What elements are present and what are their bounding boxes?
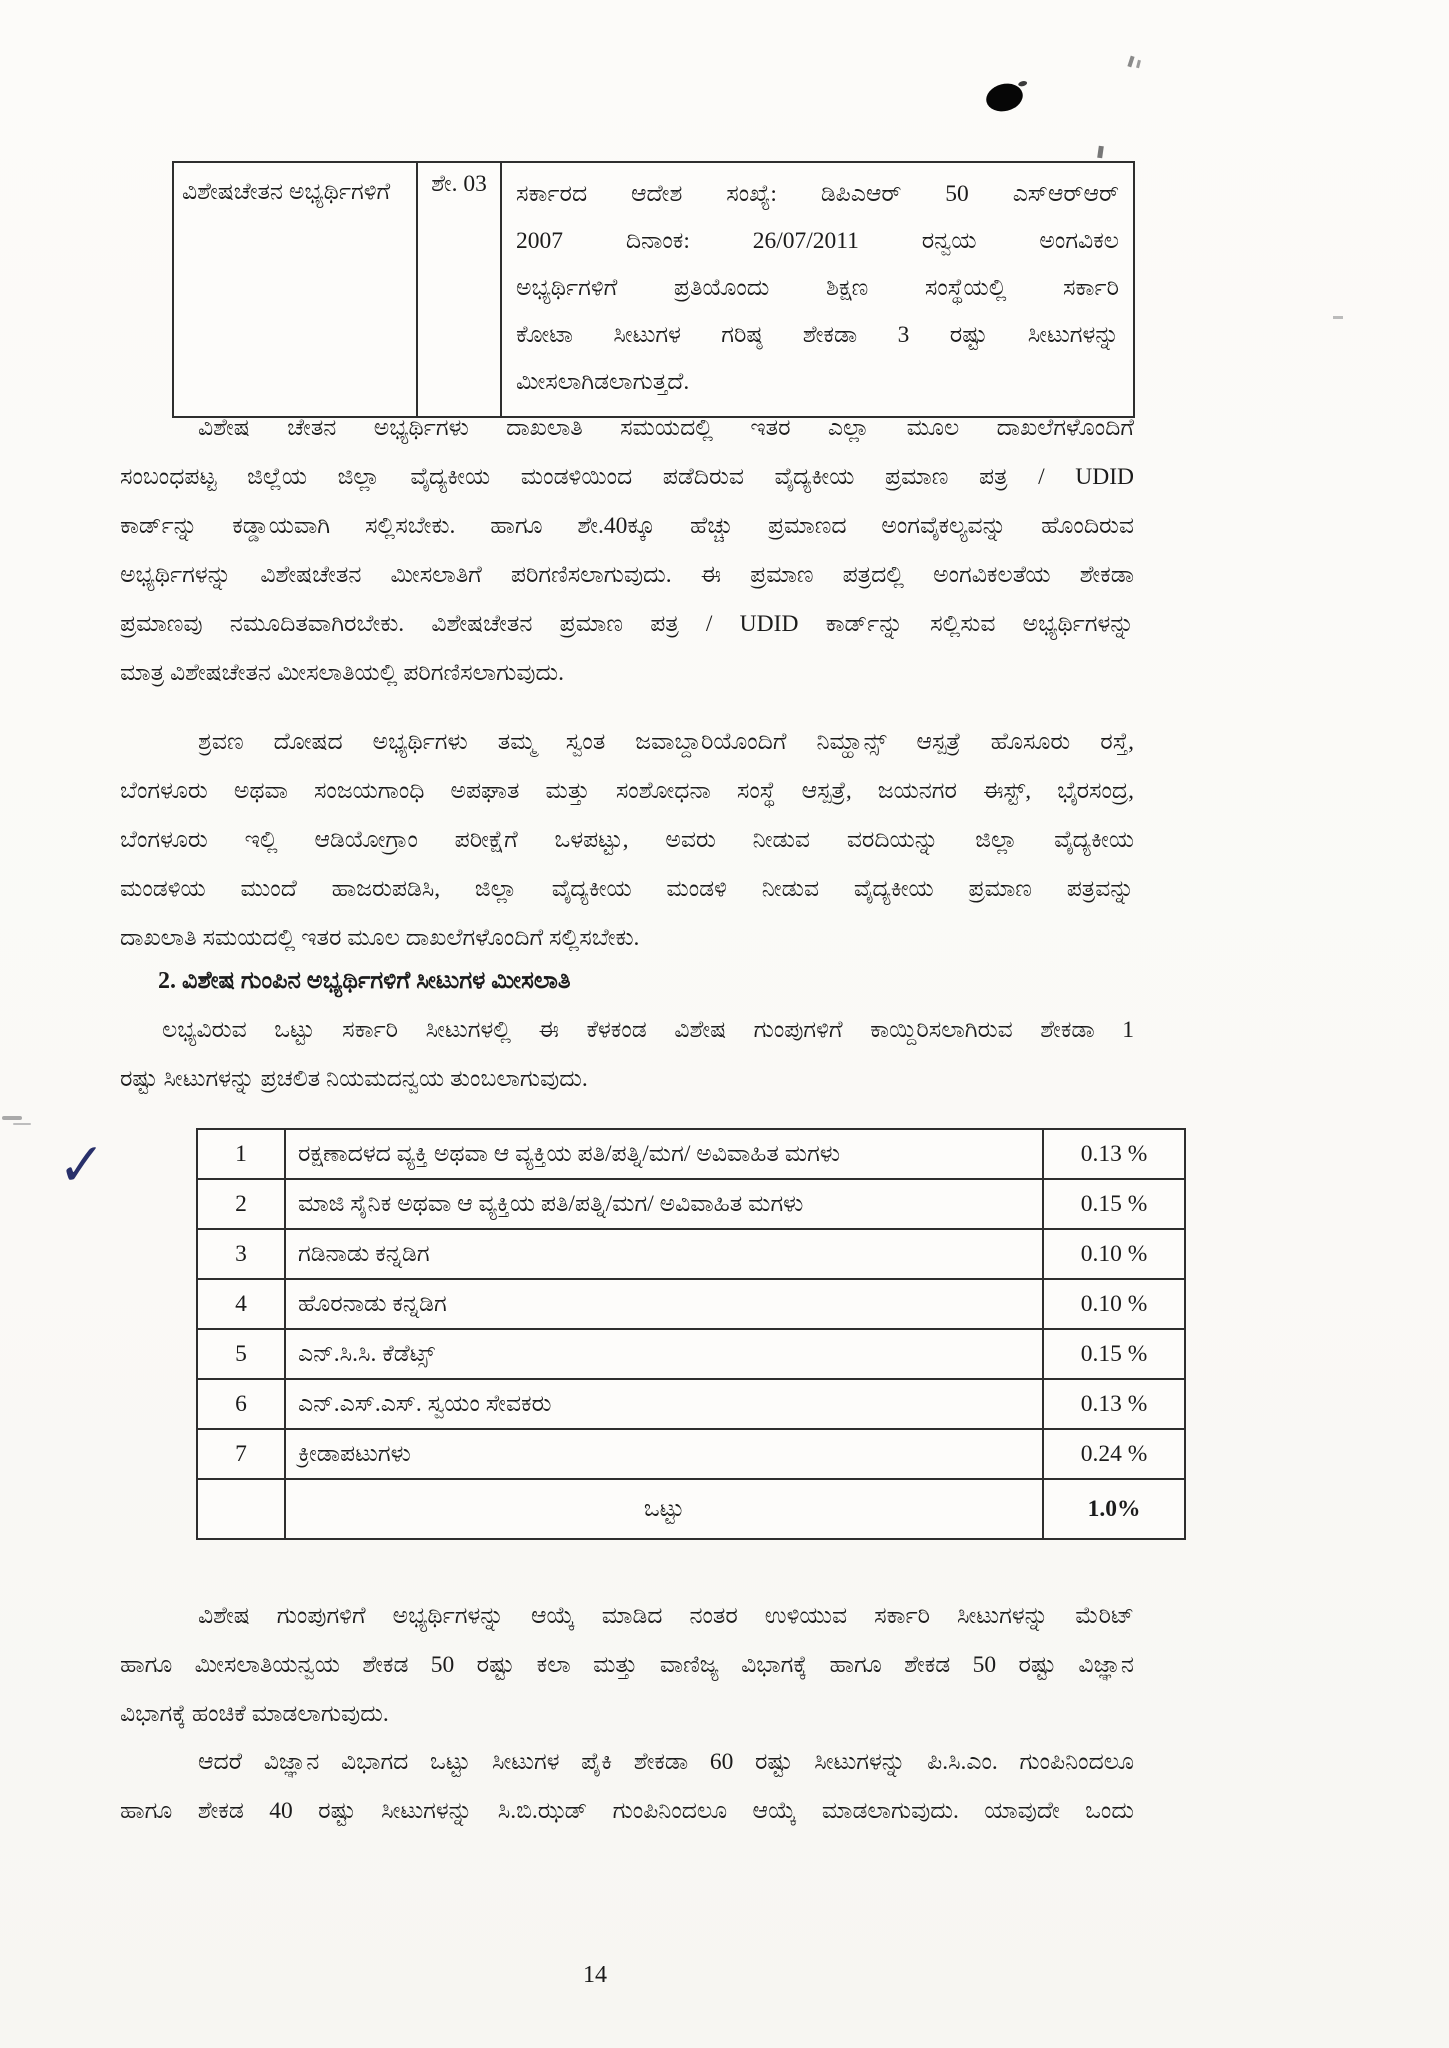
row-serial: 5 [197,1329,285,1379]
row-serial: 2 [197,1179,285,1229]
row-category: ರಕ್ಷಣಾದಳದ ವ್ಯಕ್ತಿ ಅಥವಾ ಆ ವ್ಯಕ್ತಿಯ ಪತಿ/ಪತ್ನಿ/ಮಗ/ ಅವಿವಾಹಿತ ಮಗಳು [285,1129,1043,1179]
paragraph-line: ಕಾರ್ಡ್‌ನ್ನು ಕಡ್ಡಾಯವಾಗಿ ಸಲ್ಲಿಸಬೇಕು. ಹಾಗೂ ಶೇ.40ಕ್ಕೂ ಹೆಚ್ಚು ಪ್ರಮಾಣದ ಅಂಗವೈಕಲ್ಯವನ್ನು ಹೊಂದಿರುವ [120,513,1134,539]
row-category: ಎನ್.ಎಸ್.ಎಸ್. ಸ್ವಯಂ ಸೇವಕರು [285,1379,1043,1429]
paragraph-line: ಮಾತ್ರ ವಿಶೇಷಚೇತನ ಮೀಸಲಾತಿಯಲ್ಲಿ ಪರಿಗಣಿಸಲಾಗುವುದು. [120,660,565,686]
paragraph-line: ಬೆಂಗಳೂರು ಅಥವಾ ಸಂಜಯಗಾಂಧಿ ಅಪಘಾತ ಮತ್ತು ಸಂಶೋಧನಾ ಸಂಸ್ಥೆ ಆಸ್ಪತ್ರೆ, ಜಯನಗರ ಈಸ್ಟ್, ಭೈರಸಂದ್ರ, [120,778,1134,804]
paragraph-line: ದಾಖಲಾತಿ ಸಮಯದಲ್ಲಿ ಇತರ ಮೂಲ ದಾಖಲೆಗಳೊಂದಿಗೆ ಸಲ್ಲಿಸಬೇಕು. [120,925,640,951]
order-table-category-cell: ವಿಶೇಷಚೇತನ ಅಭ್ಯರ್ಥಿಗಳಿಗೆ [174,163,418,416]
row-category: ಮಾಜಿ ಸೈನಿಕ ಅಥವಾ ಆ ವ್ಯಕ್ತಿಯ ಪತಿ/ಪತ್ನಿ/ಮಗ/ ಅವಿವಾಹಿತ ಮಗಳು [285,1179,1043,1229]
row-percent: 0.10 % [1043,1229,1185,1279]
ink-blot [983,80,1025,115]
table-row [197,1129,1185,1179]
paragraph-line: ಸಂಬಂಧಪಟ್ಟ ಜಿಲ್ಲೆಯ ಜಿಲ್ಲಾ ವೈದ್ಯಕೀಯ ಮಂಡಳಿಯಿಂದ ಪಡೆದಿರುವ ವೈದ್ಯಕೀಯ ಪ್ರಮಾಣ ಪತ್ರ / UDID [120,464,1134,490]
row-category: ಗಡಿನಾಡು ಕನ್ನಡಿಗ [285,1229,1043,1279]
row-serial: 3 [197,1229,285,1279]
scan-smudge [2,1116,22,1120]
paragraph-line: ವಿಶೇಷ ಗುಂಪುಗಳಿಗೆ ಅಭ್ಯರ್ಥಿಗಳನ್ನು ಆಯ್ಕೆ ಮಾಡಿದ ನಂತರ ಉಳಿಯುವ ಸರ್ಕಾರಿ ಸೀಟುಗಳನ್ನು ಮೆರಿಟ್ [198,1603,1134,1629]
paragraph-science-split [120,1738,1134,1836]
row-serial: 7 [197,1429,285,1479]
row-serial: 4 [197,1279,285,1329]
scan-speck [1097,146,1104,159]
section-2-heading: 2. ವಿಶೇಷ ಗುಂಪಿನ ಅಭ್ಯರ್ಥಿಗಳಿಗೆ ಸೀಟುಗಳ ಮೀಸಲಾತಿ [158,968,571,994]
paragraph-line: ಬೆಂಗಳೂರು ಇಲ್ಲಿ ಆಡಿಯೋಗ್ರಾಂ ಪರೀಕ್ಷೆಗೆ ಒಳಪಟ್ಟು, ಅವರು ನೀಡುವ ವರದಿಯನ್ನು ಜಿಲ್ಲಾ ವೈದ್ಯಕೀಯ [120,827,1134,853]
paragraph-merit-allocation [120,1592,1134,1739]
row-percent: 0.10 % [1043,1279,1185,1329]
special-group-reservation-table [196,1128,1186,1540]
order-line: ಮೀಸಲಾಗಿಡಲಾಗುತ್ತದೆ. [516,369,690,395]
paragraph-line: ರಷ್ಟು ಸೀಟುಗಳನ್ನು ಪ್ರಚಲಿತ ನಿಯಮದನ್ವಯ ತುಂಬಲಾಗುವುದು. [120,1066,588,1092]
table-row [197,1229,1185,1279]
order-table-percent-cell: ಶೇ. 03 [418,163,502,416]
scan-speck [1136,60,1141,68]
row-serial: 6 [197,1379,285,1429]
handwritten-checkmark: ✓ [57,1130,106,1201]
order-line: ಸರ್ಕಾರದ ಆದೇಶ ಸಂಖ್ಯೆ: ಡಿಪಿಎಆರ್ 50 ಎಸ್‌ಆರ್‌ಆರ್ [516,181,1119,207]
row-category: ಎನ್.ಸಿ.ಸಿ. ಕೆಡೆಟ್ಸ್ [285,1329,1043,1379]
paragraph-line: ವಿಶೇಷ ಚೇತನ ಅಭ್ಯರ್ಥಿಗಳು ದಾಖಲಾತಿ ಸಮಯದಲ್ಲಿ ಇತರ ಎಲ್ಲಾ ಮೂಲ ದಾಖಲೆಗಳೊಂದಿಗೆ [198,415,1134,441]
row-percent: 0.15 % [1043,1179,1185,1229]
order-line: ಅಭ್ಯರ್ಥಿಗಳಿಗೆ ಪ್ರತಿಯೊಂದು ಶಿಕ್ಷಣ ಸಂಸ್ಥೆಯಲ್ಲಿ ಸರ್ಕಾರಿ [516,275,1119,301]
row-serial: 1 [197,1129,285,1179]
total-label: ಒಟ್ಟು [285,1479,1043,1539]
scan-speck [1127,56,1134,68]
paragraph-line: ಮಂಡಳಿಯ ಮುಂದೆ ಹಾಜರುಪಡಿಸಿ, ಜಿಲ್ಲಾ ವೈದ್ಯಕೀಯ ಮಂಡಳಿ ನೀಡುವ ವೈದ್ಯಕೀಯ ಪ್ರಮಾಣ ಪತ್ರವನ್ನು [120,876,1134,902]
paragraph-line: ಆದರೆ ವಿಜ್ಞಾನ ವಿಭಾಗದ ಒಟ್ಟು ಸೀಟುಗಳ ಪೈಕಿ ಶೇಕಡಾ 60 ರಷ್ಟು ಸೀಟುಗಳನ್ನು ಪಿ.ಸಿ.ಎಂ. ಗುಂಪಿನಿಂದಲೂ [198,1749,1134,1775]
row-category: ಹೊರನಾಡು ಕನ್ನಡಿಗ [285,1279,1043,1329]
paragraph-line: ಪ್ರಮಾಣವು ನಮೂದಿತವಾಗಿರಬೇಕು. ವಿಶೇಷಚೇತನ ಪ್ರಮಾಣ ಪತ್ರ / UDID ಕಾರ್ಡ್‌ನ್ನು ಸಲ್ಲಿಸುವ ಅಭ್ಯರ್ಥಿಗಳನ್ನು [120,611,1134,637]
row-category: ಕ್ರೀಡಾಪಟುಗಳು [285,1429,1043,1479]
table-row [197,1379,1185,1429]
total-value: 1.0% [1043,1479,1185,1539]
paragraph-line: ಅಭ್ಯರ್ಥಿಗಳನ್ನು ವಿಶೇಷಚೇತನ ಮೀಸಲಾತಿಗೆ ಪರಿಗಣಿಸಲಾಗುವುದು. ಈ ಪ್ರಮಾಣ ಪತ್ರದಲ್ಲಿ ಅಂಗವಿಕಲತೆಯ ಶೇಕಡಾ [120,562,1134,588]
row-percent: 0.13 % [1043,1379,1185,1429]
special-needs-order-table [172,161,1135,418]
row-percent: 0.13 % [1043,1129,1185,1179]
scan-speck [1333,316,1343,319]
table-row [197,1279,1185,1329]
paragraph-medical-certificate [120,404,1134,698]
paragraph-section2-intro [120,1006,1134,1104]
paragraph-hearing-impaired [120,718,1134,963]
table-total-row [197,1479,1185,1539]
paragraph-line: ವಿಭಾಗಕ್ಕೆ ಹಂಚಿಕೆ ಮಾಡಲಾಗುವುದು. [120,1701,389,1727]
paragraph-line: ಹಾಗೂ ಮೀಸಲಾತಿಯನ್ವಯ ಶೇಕಡ 50 ರಷ್ಟು ಕಲಾ ಮತ್ತು ವಾಣಿಜ್ಯ ವಿಭಾಗಕ್ಕೆ ಹಾಗೂ ಶೇಕಡ 50 ರಷ್ಟು ವಿಜ್ಞಾನ [120,1652,1134,1678]
paragraph-line: ಲಭ್ಯವಿರುವ ಒಟ್ಟು ಸರ್ಕಾರಿ ಸೀಟುಗಳಲ್ಲಿ ಈ ಕೆಳಕಂಡ ವಿಶೇಷ ಗುಂಪುಗಳಿಗೆ ಕಾಯ್ದಿರಿಸಲಾಗಿರುವ ಶೇಕಡಾ 1 [162,1017,1134,1043]
table-row [197,1329,1185,1379]
paragraph-line: ಶ್ರವಣ ದೋಷದ ಅಭ್ಯರ್ಥಿಗಳು ತಮ್ಮ ಸ್ವಂತ ಜವಾಬ್ದಾರಿಯೊಂದಿಗೆ ನಿಮ್ಹಾನ್ಸ್ ಆಸ್ಪತ್ರೆ ಹೊಸೂರು ರಸ್ತೆ, [198,729,1134,755]
paragraph-line: ಹಾಗೂ ಶೇಕಡ 40 ರಷ್ಟು ಸೀಟುಗಳನ್ನು ಸಿ.ಬಿ.ಝಡ್ ಗುಂಪಿನಿಂದಲೂ ಆಯ್ಕೆ ಮಾಡಲಾಗುವುದು. ಯಾವುದೇ ಒಂದು [120,1798,1134,1824]
order-line: ಕೋಟಾ ಸೀಟುಗಳ ಗರಿಷ್ಠ ಶೇಕಡಾ 3 ರಷ್ಟು ಸೀಟುಗಳನ್ನು [516,322,1119,348]
page-number: 14 [583,1962,607,1988]
total-serial-empty [197,1479,285,1539]
order-table-order-cell [502,163,1133,416]
table-row [197,1179,1185,1229]
order-line: 2007 ದಿನಾಂಕ: 26/07/2011 ರನ್ವಯ ಅಂಗವಿಕಲ [516,228,1119,254]
row-percent: 0.15 % [1043,1329,1185,1379]
table-row [197,1429,1185,1479]
row-percent: 0.24 % [1043,1429,1185,1479]
